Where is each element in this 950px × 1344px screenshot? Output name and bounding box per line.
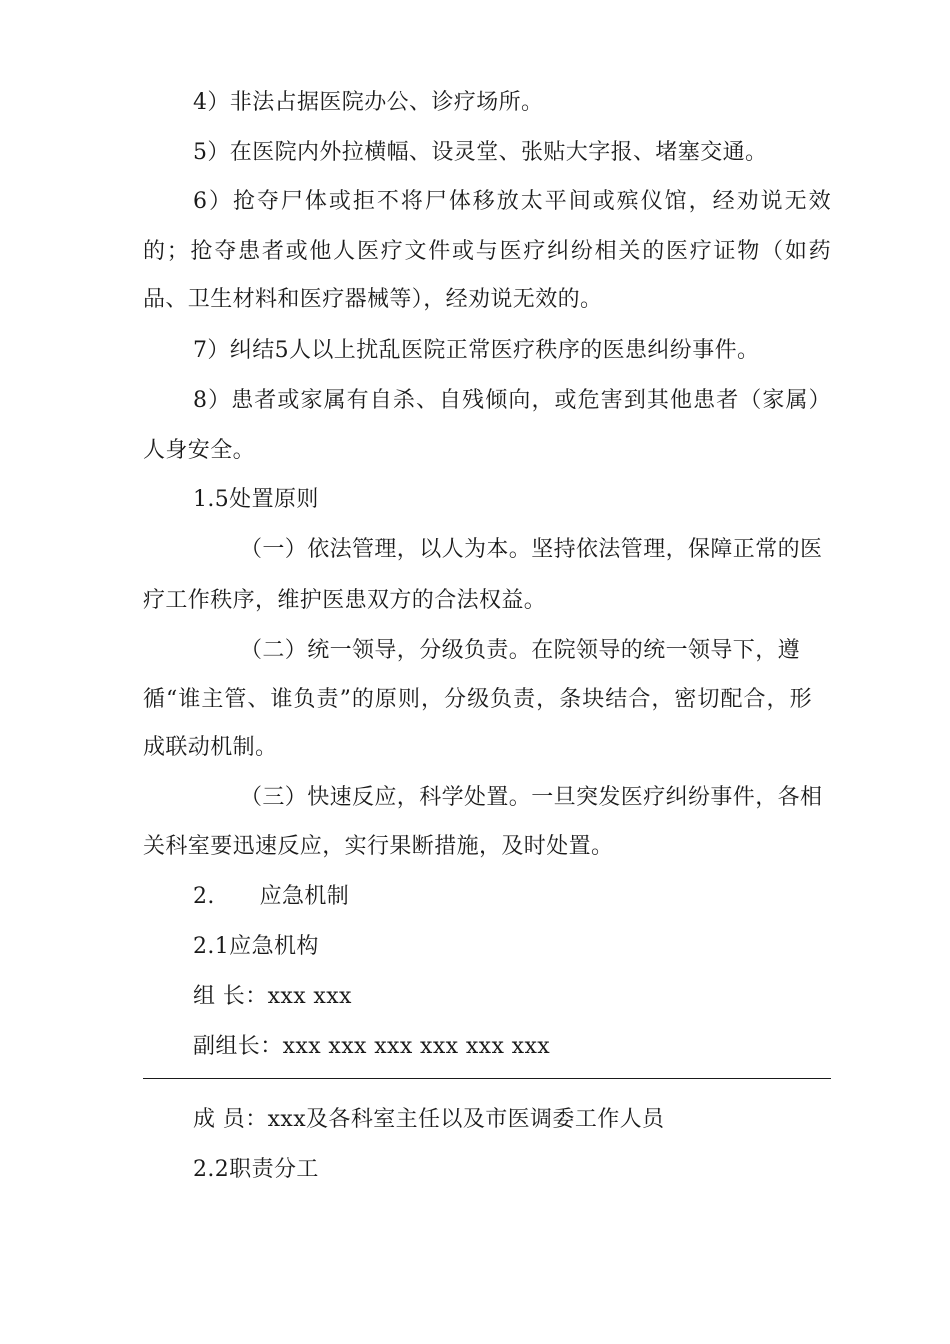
- list-item-7: 7）纠结5人以上扰乱医院正常医疗秩序的医患纠纷事件。: [193, 338, 760, 363]
- members-line: 成 员：xxx及各科室主任以及市医调委工作人员: [193, 1107, 665, 1132]
- principle-3-line-1: （三）快速反应，科学处置。一旦突发医疗纠纷事件，各相: [240, 785, 823, 810]
- section-heading-2-2: 2.2职责分工: [193, 1157, 319, 1182]
- principle-2-line-1: （二）统一领导，分级负责。在院领导的统一领导下，遵: [240, 638, 801, 663]
- section-heading-2-1: 2.1应急机构: [193, 934, 319, 959]
- list-item-8-line-1: 8）患者或家属有自杀、自残倾向，或危害到其他患者（家属）: [193, 388, 831, 413]
- list-item-6-line-1: 6）抢夺尸体或拒不将尸体移放太平间或殡仪馆，经劝说无效: [193, 189, 831, 214]
- section-heading-1-5: 1.5处置原则: [193, 487, 319, 512]
- team-leader-line: 组 长：xxx xxx: [193, 984, 352, 1009]
- list-item-6-line-2: 的；抢夺患者或他人医疗文件或与医疗纠纷相关的医疗证物（如药: [143, 239, 831, 264]
- principle-3-line-2: 关科室要迅速反应，实行果断措施，及时处置。: [143, 834, 614, 859]
- principle-1-line-1: （一）依法管理，以人为本。坚持依法管理，保障正常的医: [240, 537, 823, 562]
- principle-2-line-2: 循“谁主管、谁负责”的原则，分级负责，条块结合，密切配合，形: [143, 687, 812, 712]
- principle-1-line-2: 疗工作秩序，维护医患双方的合法权益。: [143, 588, 547, 613]
- list-item-8-line-2: 人身安全。: [143, 438, 256, 463]
- list-item-4: 4）非法占据医院办公、诊疗场所。: [193, 90, 544, 115]
- horizontal-divider: [143, 1078, 831, 1079]
- principle-2-line-3: 成联动机制。: [143, 735, 278, 760]
- list-item-6-line-3: 品、卫生材料和医疗器械等），经劝说无效的。: [143, 287, 603, 312]
- list-item-5: 5）在医院内外拉横幅、设灵堂、张贴大字报、堵塞交通。: [193, 140, 768, 165]
- section-heading-2: 2. 应急机制: [193, 884, 350, 909]
- deputy-leader-line: 副组长：xxx xxx xxx xxx xxx xxx: [193, 1034, 551, 1059]
